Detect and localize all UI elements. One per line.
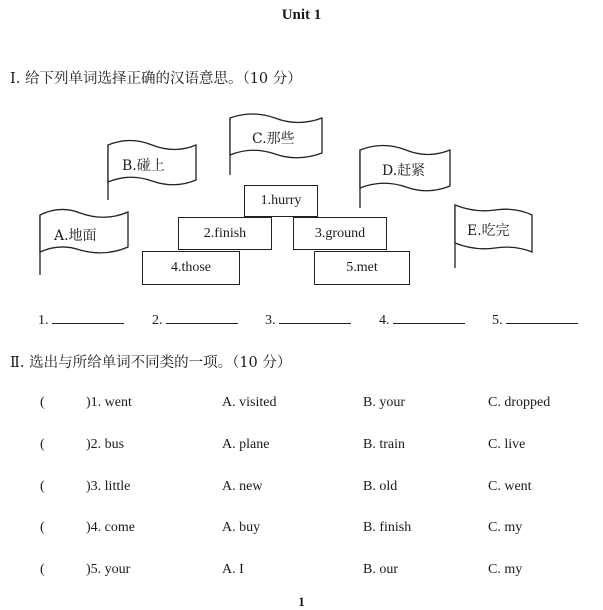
answer-4: 4. (379, 311, 465, 329)
answer-blank-4[interactable] (393, 311, 465, 324)
answer-blank-1[interactable] (52, 311, 124, 324)
answer-paren[interactable]: ( (40, 479, 45, 494)
word-box-1: 1.hurry (244, 185, 318, 217)
word-box-5: 5.met (314, 251, 410, 285)
question-word: )2. bus (86, 437, 125, 452)
flag-a-label: A.地面 (54, 228, 97, 244)
question-word: )3. little (86, 479, 131, 494)
answer-3: 3. (265, 311, 351, 329)
section-2-heading: Ⅱ. 选出与所给单词不同类的一项。（10 分） (10, 355, 292, 371)
answer-blank-2[interactable] (166, 311, 238, 324)
page-title: Unit 1 (281, 7, 322, 23)
option-c: C. my (488, 520, 523, 535)
flag-b-label: B.碰上 (122, 158, 165, 174)
question-word: )4. come (86, 520, 135, 535)
answer-blank-3[interactable] (279, 311, 351, 324)
option-c: C. live (488, 437, 526, 452)
option-a: A. plane (222, 437, 270, 452)
word-box-3: 3.ground (293, 217, 387, 250)
flag-c-label: C.那些 (252, 131, 295, 147)
option-b: B. our (363, 562, 398, 577)
option-a: A. I (222, 562, 244, 577)
option-b: B. old (363, 479, 398, 494)
answer-paren[interactable]: ( (40, 520, 45, 535)
answer-paren[interactable]: ( (40, 395, 45, 410)
question-word: )1. went (86, 395, 132, 410)
page-number: 1 (298, 594, 305, 609)
answer-1: 1. (38, 311, 124, 329)
option-c: C. dropped (488, 395, 551, 410)
answer-2: 2. (152, 311, 238, 329)
option-c: C. my (488, 562, 523, 577)
option-b: B. finish (363, 520, 412, 535)
flag-e-label: E.吃完 (467, 223, 510, 239)
option-a: A. visited (222, 395, 277, 410)
word-box-4: 4.those (142, 251, 240, 285)
answer-paren[interactable]: ( (40, 562, 45, 577)
answer-blank-5[interactable] (506, 311, 578, 324)
answer-5: 5. (492, 311, 578, 329)
option-c: C. went (488, 479, 532, 494)
option-b: B. train (363, 437, 405, 452)
option-b: B. your (363, 395, 405, 410)
question-word: )5. your (86, 562, 131, 577)
flag-d-label: D.赶紧 (382, 163, 426, 179)
answer-paren[interactable]: ( (40, 437, 45, 452)
option-a: A. new (222, 479, 263, 494)
section-1-heading: Ⅰ. 给下列单词选择正确的汉语意思。（10 分） (10, 71, 302, 87)
word-box-2: 2.finish (178, 217, 272, 250)
option-a: A. buy (222, 520, 261, 535)
